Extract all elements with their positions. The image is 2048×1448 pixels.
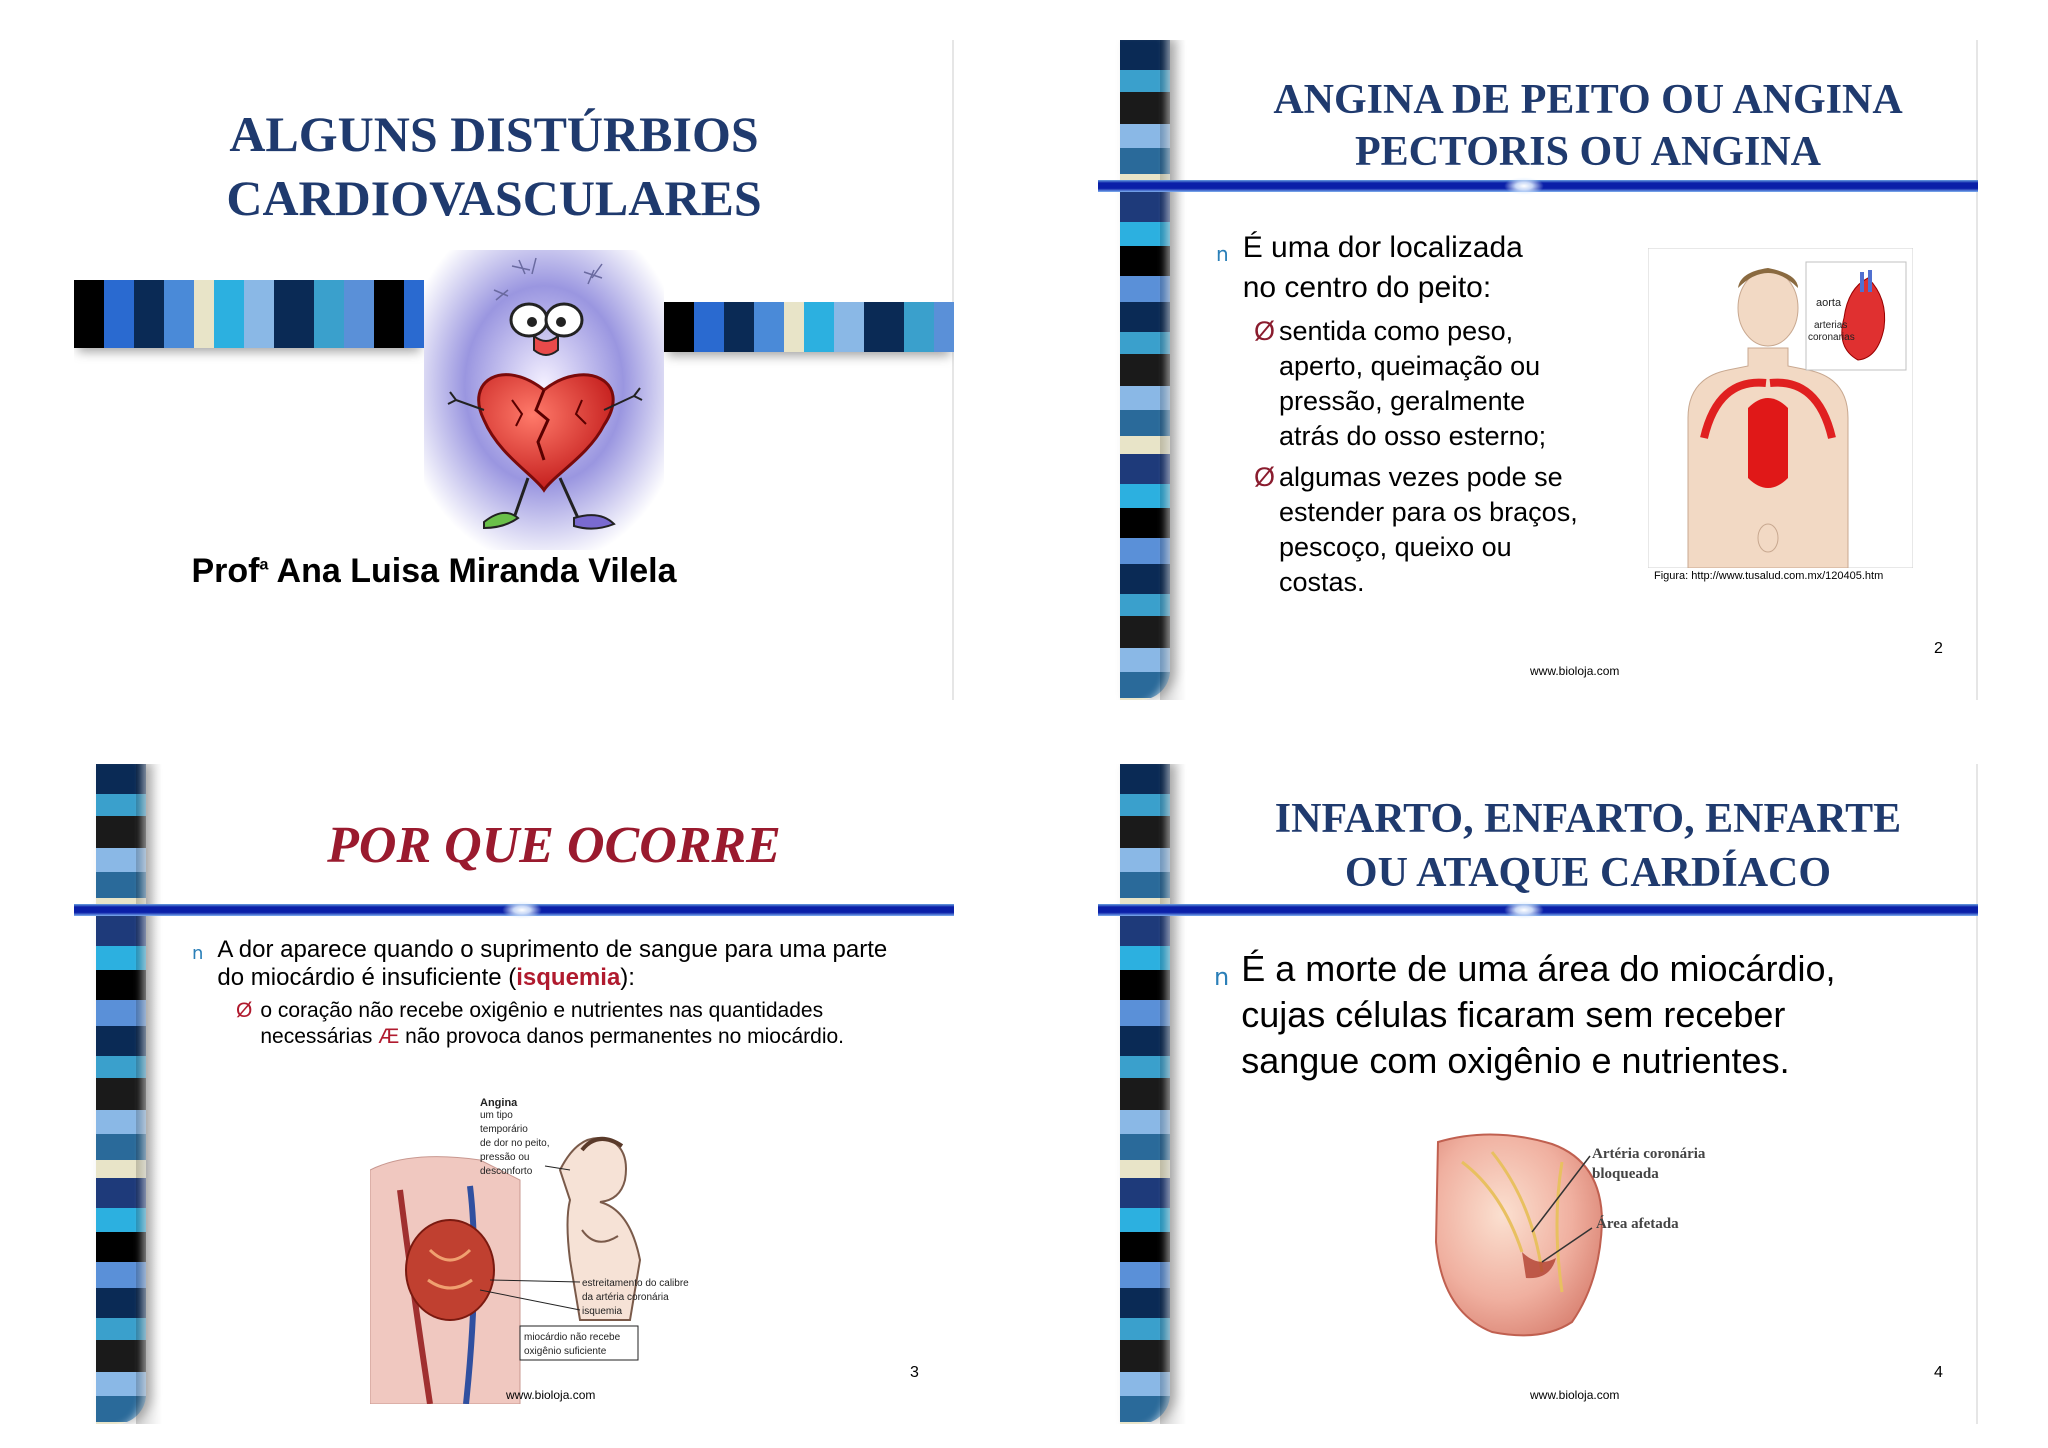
sub-text-end: não provoca danos permanentes no miocárdio. <box>399 1025 845 1048</box>
label-angina-desc-4: pressão ou <box>480 1152 530 1163</box>
title-line-1: ALGUNS DISTÚRBIOS <box>229 106 759 162</box>
label-area-afetada: Área afetada <box>1596 1216 1679 1232</box>
label-angina-desc-3: de dor no peito, <box>480 1138 550 1149</box>
decorative-strip-left <box>74 280 424 348</box>
bullet-marker: n <box>192 943 204 964</box>
sub-bullet-2: algumas vezes pode se estender para os braços, pescoço, queixo ou costas. <box>1279 462 1578 597</box>
sub-text-start: o coração não recebe oxigênio e nutrientes nas quantidades necessárias <box>260 999 824 1048</box>
bullet-marker: n <box>1216 242 1229 266</box>
title-line-1: INFARTO, ENFARTO, ENFARTE <box>1274 796 1902 842</box>
label-arterias: arterias <box>1814 320 1848 331</box>
slide-3-content <box>192 936 912 1050</box>
slide-2 <box>1098 40 1978 700</box>
label-arteria-1: Artéria coronária <box>1592 1146 1706 1162</box>
slide-4-content <box>1214 946 1934 1084</box>
slide-border <box>1976 40 1978 700</box>
author-full-name: Ana Luisa Miranda Vilela <box>268 552 677 590</box>
slide-2-title <box>1208 74 1968 178</box>
page-number: 2 <box>1934 640 1943 657</box>
sub-bullet-1: sentida como peso, aperto, queimação ou pressão, geralmente atrás do osso esterno; <box>1279 316 1547 451</box>
label-arteria-2: bloqueada <box>1592 1166 1659 1182</box>
label-box-1: miocárdio não recebe <box>524 1332 621 1343</box>
sub-bullet-marker: Ø <box>236 999 253 1022</box>
divider-glow <box>1504 901 1544 919</box>
label-angina-desc-1: um tipo <box>480 1110 513 1121</box>
cartoon-heart-illustration <box>424 250 664 550</box>
label-estreitamento-1: estreitamento do calibre <box>582 1278 689 1289</box>
label-aorta: aorta <box>1816 297 1842 309</box>
slide-border <box>952 40 954 700</box>
figure-caption: Figura: http://www.tusalud.com.mx/120405.htm <box>1654 570 1884 582</box>
slide-2-content <box>1216 228 1636 600</box>
label-box-2: oxigênio suficiente <box>524 1346 607 1357</box>
divider-glow <box>1504 177 1544 195</box>
title-line-2: PECTORIS OU ANGINA <box>1355 129 1821 175</box>
stripe-shadow <box>1160 764 1186 1424</box>
label-estreitamento-2: da artéria coronária <box>582 1292 669 1303</box>
decorative-strip-right <box>664 302 954 352</box>
slide-border <box>1976 764 1978 1424</box>
slide-3 <box>74 764 954 1424</box>
author-superscript: a <box>259 556 269 574</box>
slide-1-title <box>134 102 854 230</box>
title-line-2: CARDIOVASCULARES <box>226 170 762 226</box>
label-isquemia: isquemia <box>582 1306 623 1317</box>
slide-4-title <box>1208 792 1968 900</box>
main-bullet-text <box>217 936 912 992</box>
author-prefix: Prof <box>191 552 260 590</box>
angina-anatomy-figure <box>1648 248 1913 568</box>
page-number: 3 <box>910 1364 919 1381</box>
main-bullet-text: É a morte de uma área do miocárdio, cujas células ficaram sem receber sangue com oxigênio e nutrientes. <box>1241 948 1836 1081</box>
main-text-start: A dor aparece quando o suprimento de sangue para uma parte do miocárdio é insuficiente ( <box>217 936 888 991</box>
author-name <box>174 552 694 591</box>
bullet-marker: n <box>1214 963 1230 991</box>
slide-1 <box>74 40 954 700</box>
highlight-isquemia: isquemia <box>516 964 621 991</box>
slide-4 <box>1098 764 1978 1424</box>
title-line-2: OU ATAQUE CARDÍACO <box>1344 850 1832 896</box>
page-number: 4 <box>1934 1364 1943 1381</box>
main-bullet-text: É uma dor localizada no centro do peito: <box>1242 231 1523 304</box>
arrow-symbol: Æ <box>378 1025 400 1048</box>
footer-url: www.bioloja.com <box>1530 1388 1620 1402</box>
stripe-shadow <box>1160 40 1186 700</box>
slide-3-title: POR QUE OCORRE <box>327 817 781 874</box>
angina-ischemia-figure <box>370 1090 790 1404</box>
sub-bullet-marker: Ø <box>1254 316 1276 346</box>
infarction-heart-figure <box>1432 1132 1752 1342</box>
stripe-shadow <box>136 764 162 1424</box>
main-text-end: ): <box>620 964 635 991</box>
footer-url: www.bioloja.com <box>506 1388 596 1402</box>
label-angina-desc-2: temporário <box>480 1124 528 1135</box>
sub-bullet-marker: Ø <box>1254 462 1276 492</box>
divider-glow <box>502 901 542 919</box>
footer-url: www.bioloja.com <box>1530 664 1620 678</box>
label-coronarias: coronarias <box>1808 332 1855 343</box>
label-angina: Angina <box>480 1097 518 1109</box>
title-line-1: ANGINA DE PEITO OU ANGINA <box>1273 77 1903 123</box>
sub-bullet-text <box>260 998 912 1050</box>
label-angina-desc-5: desconforto <box>480 1166 533 1177</box>
